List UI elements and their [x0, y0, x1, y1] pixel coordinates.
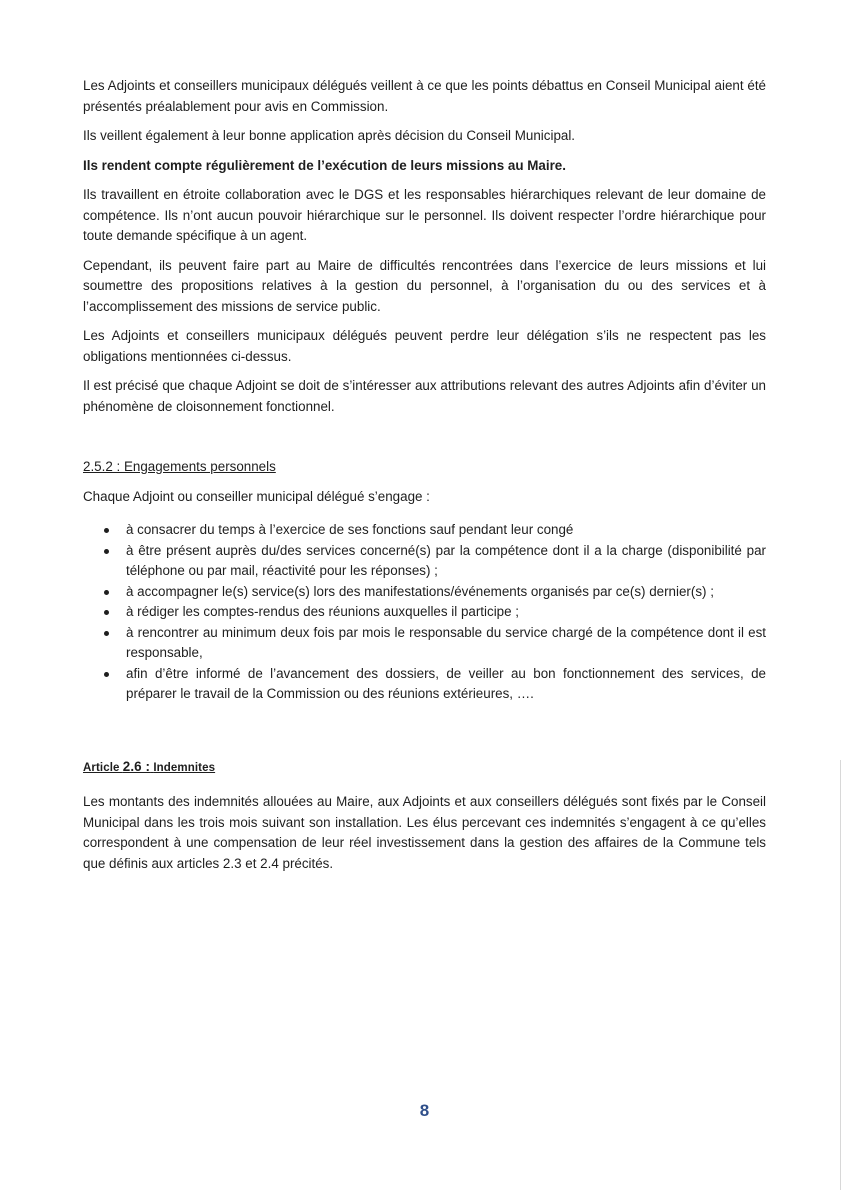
article-heading-word: Article — [83, 761, 120, 774]
bullet-icon — [104, 610, 109, 615]
bullet-icon — [104, 549, 109, 554]
page-number: 8 — [419, 1101, 430, 1120]
list-item: à rencontrer au minimum deux fois par mois le responsable du service chargé de la compétence dont il est responsable, — [104, 623, 766, 664]
list-item: à rédiger les comptes-rendus des réunions auxquelles il participe ; — [104, 602, 766, 623]
page-content — [83, 76, 766, 874]
paragraph-difficulties: Cependant, ils peuvent faire part au Maire de difficultés rencontrées dans l’exercice de leurs missions et lui soumettre des propositions relatives à la gestion du personnel, à l’organisation du ou des services et à l’accomplissement des missions de service public. — [83, 257, 766, 314]
list-item: à consacrer du temps à l’exercice de ses fonctions sauf pendant leur congé — [104, 520, 766, 541]
paragraph-collaboration-dgs: Ils travaillent en étroite collaboration avec le DGS et les responsables hiérarchiques relevant de leur domaine de compétence. Ils n’ont aucun pouvoir hiérarchique sur le personnel. Ils doivent respecter l’ordre hiérarchique pour toute demande spécifique à un agent. — [83, 187, 766, 243]
engagements-list — [83, 520, 766, 705]
paragraph-report-to-mayor: Ils rendent compte régulièrement de l’exécution de leurs missions au Maire. — [83, 157, 566, 173]
bullet-icon — [104, 672, 109, 677]
article-heading-indemnites — [83, 757, 766, 779]
paragraph-application: Ils veillent également à leur bonne application après décision du Conseil Municipal. — [83, 128, 576, 143]
paragraph-cloisonnement: Il est précisé que chaque Adjoint se doit de s’intéresser aux attributions relevant des autres Adjoints afin d’éviter un phénomène de cloisonnement fonctionnel. — [83, 378, 766, 414]
section-heading-engagements: 2.5.2 : Engagements personnels — [83, 459, 276, 474]
bullet-icon — [104, 590, 109, 595]
paragraph-commission-review: Les Adjoints et conseillers municipaux délégués veillent à ce que les points débattus en Conseil Municipal aient été présentés préalablement pour avis en Commission. — [83, 78, 766, 114]
list-item: à accompagner le(s) service(s) lors des manifestations/événements organisés par ce(s) dernier(s) ; — [104, 582, 766, 603]
scan-edge-line — [840, 760, 841, 1190]
bullet-icon — [104, 631, 109, 636]
list-item: afin d’être informé de l’avancement des dossiers, de veiller au bon fonctionnement des services, de préparer le travail de la Commission ou des réunions extérieures, …. — [104, 664, 766, 705]
article-heading-title: Indemnites — [153, 761, 216, 774]
paragraph-indemnites: Les montants des indemnités allouées au Maire, aux Adjoints et aux conseillers délégués sont fixés par le Conseil Municipal dans les trois mois suivant son installation. Les élus percevant ces indemnités s’engagent à ce qu’elles correspondent à une compensation de leur réel investissement dans la gestion des affaires de la Commune tels que définis aux articles 2.3 et 2.4 précités. — [83, 794, 766, 871]
section-intro-engagements: Chaque Adjoint ou conseiller municipal délégué s’engage : — [83, 488, 430, 504]
list-item: à être présent auprès du/des services concerné(s) par la compétence dont il a la charge (disponibilité par téléphone ou par mail, réactivité pour les réponses) ; — [104, 541, 766, 582]
paragraph-lose-delegation: Les Adjoints et conseillers municipaux délégués peuvent perdre leur délégation s’ils ne respectent pas les obligations mentionnées ci-dessus. — [83, 328, 766, 364]
article-heading-number: 2.6 : — [122, 758, 151, 774]
bullet-icon — [104, 528, 109, 533]
